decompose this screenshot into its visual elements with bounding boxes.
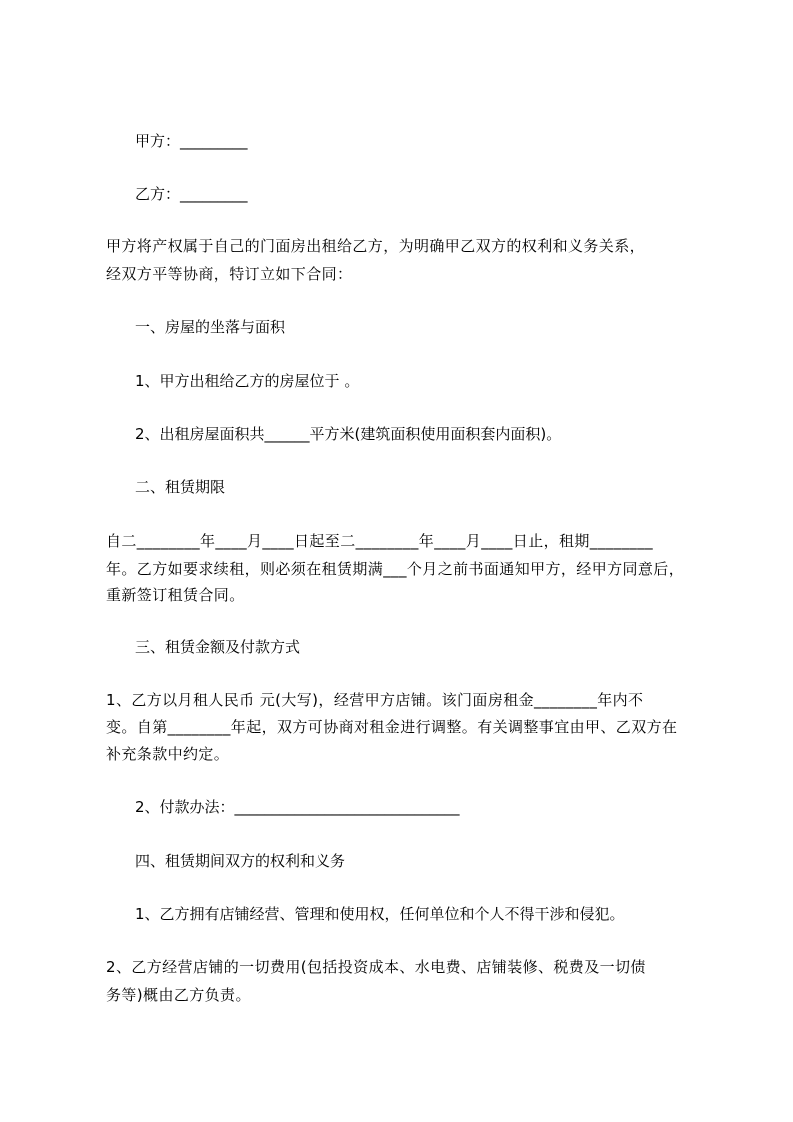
- section-2-line-3: 重新签订租赁合同。: [106, 586, 245, 604]
- section-3-clause-1-line-2: 变。自第________年起，双方可协商对租金进行调整。有关调整事宜由甲、乙双方在: [106, 718, 678, 736]
- preamble-line-1: 甲方将产权属于自己的门面房出租给乙方，为明确甲乙双方的权利和义务关系，: [106, 237, 646, 255]
- section-2-line-1: 自二________年____月____日起至二________年____月____日止，租期________: [106, 532, 654, 550]
- section-3-heading: 三、租赁金额及付款方式: [135, 638, 301, 656]
- section-3-clause-2: 2、付款办法：______________________________: [135, 798, 460, 816]
- section-4-clause-2-line-1: 2、乙方经营店铺的一切费用(包括投资成本、水电费、店铺装修、税费及一切债: [106, 958, 646, 976]
- section-4-heading: 四、租赁期间双方的权利和义务: [135, 852, 346, 870]
- preamble-line-2: 经双方平等协商，特订立如下合同：: [106, 265, 353, 283]
- section-3-clause-1-line-1: 1、乙方以月租人民币 元(大写)，经营甲方店铺。该门面房租金________年内不: [106, 691, 644, 709]
- section-2-heading: 二、租赁期限: [135, 478, 226, 496]
- section-1-clause-1: 1、甲方出租给乙方的房屋位于 。: [135, 372, 360, 390]
- section-2-line-2: 年。乙方如要求续租，则必须在租赁期满___个月之前书面通知甲方，经甲方同意后，: [106, 560, 685, 578]
- section-1-clause-2: 2、出租房屋面积共______平方米(建筑面积使用面积套内面积)。: [135, 425, 562, 443]
- party-b-line: 乙方：_________: [135, 185, 248, 203]
- party-a-line: 甲方：_________: [135, 132, 248, 150]
- section-1-heading: 一、房屋的坐落与面积: [135, 318, 286, 336]
- section-4-clause-2-line-2: 务等)概由乙方负责。: [106, 986, 251, 1004]
- section-3-clause-1-line-3: 补充条款中约定。: [106, 745, 230, 763]
- section-4-clause-1: 1、乙方拥有店铺经营、管理和使用权，任何单位和个人不得干涉和侵犯。: [135, 905, 625, 923]
